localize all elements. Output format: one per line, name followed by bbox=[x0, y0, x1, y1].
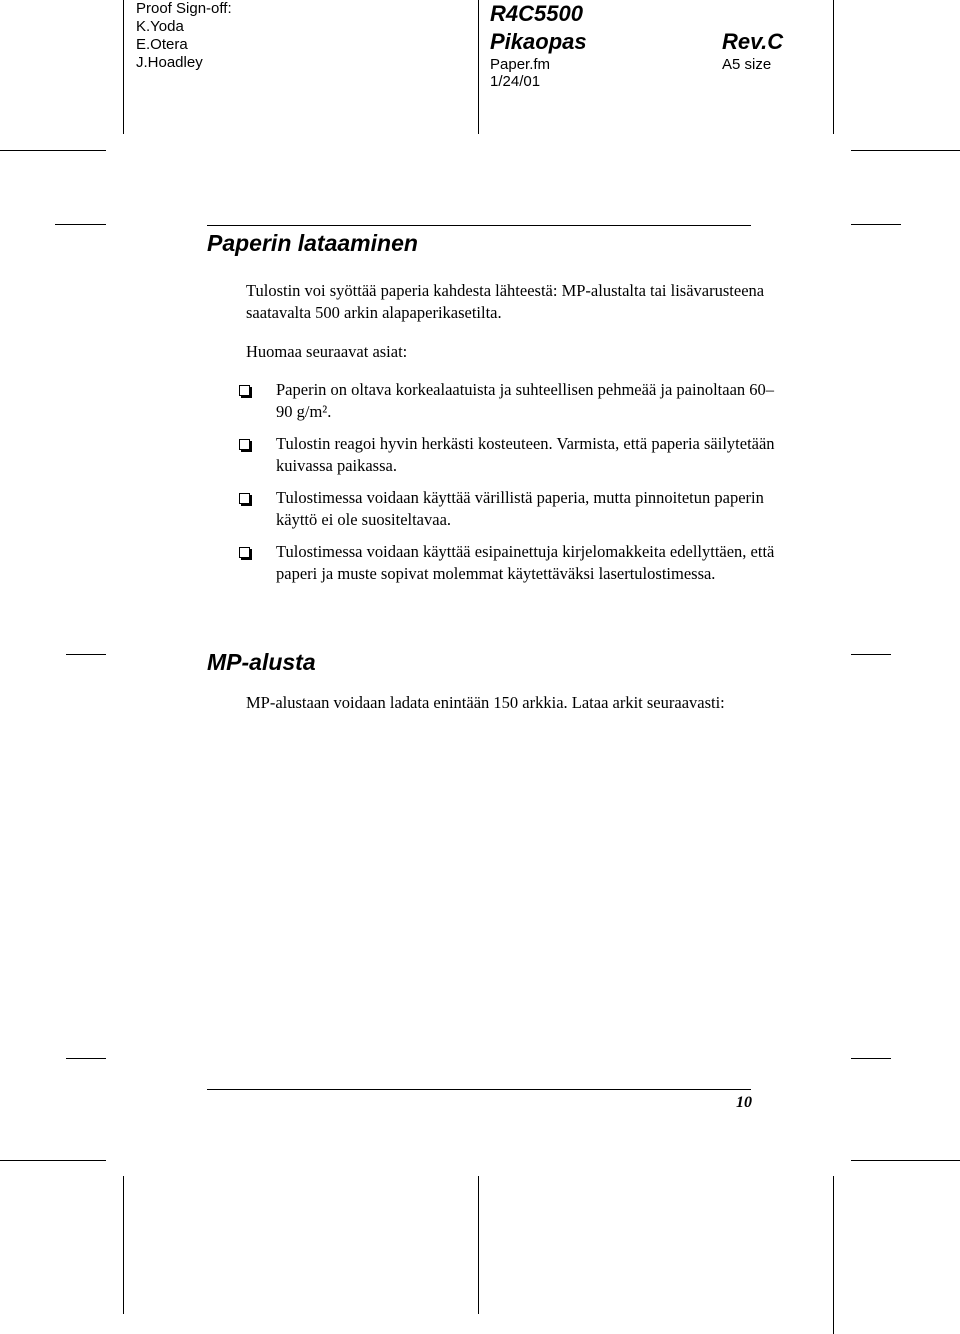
list-item-text: Tulostin reagoi hyvin herkästi kosteuteen. Varmista, että paperia säilytetään kuivassa paikassa. bbox=[276, 434, 775, 475]
checkbox-bullet-icon bbox=[239, 493, 250, 504]
crop-mark bbox=[851, 224, 901, 225]
crop-mark bbox=[123, 1176, 124, 1314]
revision-label: Rev.C bbox=[722, 29, 784, 54]
checkbox-bullet-icon bbox=[239, 547, 250, 558]
list-item bbox=[238, 487, 778, 530]
body-paragraph: MP-alustaan voidaan ladata enintään 150 arkkia. Lataa arkit seuraavasti: bbox=[246, 693, 725, 712]
crop-mark bbox=[66, 654, 106, 655]
bullet-list bbox=[238, 379, 778, 595]
list-item bbox=[238, 379, 778, 422]
crop-mark bbox=[833, 1176, 834, 1334]
file-info bbox=[490, 56, 550, 90]
file-name: Paper.fm bbox=[490, 56, 551, 73]
list-item-text: Tulostimessa voidaan käyttää esipainettuja kirjelomakkeita edellyttäen, että paperi ja muste sopivat molemmat käytettäväksi lasertulostimessa. bbox=[276, 542, 775, 583]
proof-signoff-label: Proof Sign-off: bbox=[136, 0, 232, 17]
crop-mark bbox=[478, 1176, 479, 1314]
signer-name: J.Hoadley bbox=[136, 54, 203, 71]
section-title: Paperin lataaminen bbox=[207, 230, 418, 256]
guide-name: Pikaopas bbox=[490, 29, 587, 54]
signer-name: E.Otera bbox=[136, 36, 188, 53]
product-code: R4C5500 bbox=[490, 1, 583, 26]
crop-mark bbox=[0, 150, 106, 151]
proof-signoff-block bbox=[136, 0, 232, 72]
list-item bbox=[238, 433, 778, 476]
crop-mark bbox=[478, 0, 479, 134]
crop-mark bbox=[66, 1058, 106, 1059]
crop-mark bbox=[55, 224, 106, 225]
footer-rule bbox=[207, 1089, 751, 1090]
file-date: 1/24/01 bbox=[490, 73, 541, 90]
checkbox-bullet-icon bbox=[239, 385, 250, 396]
crop-mark bbox=[851, 1058, 891, 1059]
crop-mark bbox=[851, 1160, 960, 1161]
checkbox-bullet-icon bbox=[239, 439, 250, 450]
crop-mark bbox=[851, 654, 891, 655]
section-title: MP-alusta bbox=[207, 649, 316, 675]
intro-paragraph: Tulostin voi syöttää paperia kahdesta lähteestä: MP-alustalta tai lisävarusteena saatavalta 500 arkin alapaperikasetilta. bbox=[246, 281, 765, 322]
note-lead: Huomaa seuraavat asiat: bbox=[246, 342, 408, 361]
section-rule bbox=[207, 225, 751, 226]
product-block bbox=[490, 0, 587, 56]
crop-mark bbox=[0, 1160, 106, 1161]
signer-name: K.Yoda bbox=[136, 18, 184, 35]
list-item bbox=[238, 541, 778, 584]
list-item-text: Tulostimessa voidaan käyttää värillistä paperia, mutta pinnoitetun paperin käyttö ei ole suositeltavaa. bbox=[276, 488, 764, 529]
page-number: 10 bbox=[736, 1094, 752, 1111]
paper-size-label: A5 size bbox=[722, 56, 772, 73]
crop-mark bbox=[123, 0, 124, 134]
crop-mark bbox=[851, 150, 960, 151]
list-item-text: Paperin on oltava korkealaatuista ja suhteellisen pehmeää ja painoltaan 60–90 g/m². bbox=[276, 380, 775, 421]
crop-mark bbox=[833, 0, 834, 134]
